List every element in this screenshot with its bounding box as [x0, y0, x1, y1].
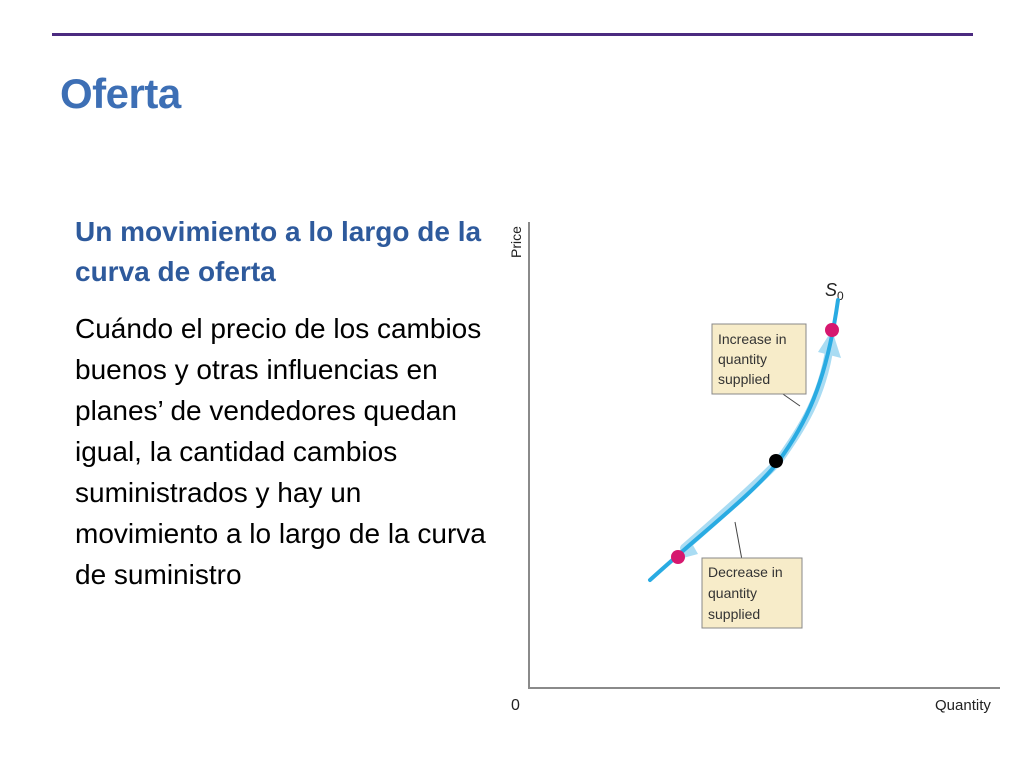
slide-title: Oferta — [60, 70, 181, 117]
decrease-callout — [702, 558, 802, 628]
decrease-leader — [735, 522, 742, 560]
increase-callout-line-1: Increase in — [718, 331, 787, 347]
increase-callout-line-3: supplied — [718, 371, 771, 387]
decrease-arrow — [684, 462, 778, 548]
increase-callout — [712, 324, 806, 394]
y-axis-label: Price — [508, 226, 524, 258]
middle-point — [769, 454, 783, 468]
decrease-callout-line-2: quantity — [708, 585, 758, 601]
decrease-callout-line-1: Decrease in — [708, 564, 783, 580]
x-axis-label: Quantity — [935, 697, 991, 714]
decrease-callout-line-3: supplied — [708, 606, 761, 622]
curve-label-main: S — [825, 280, 838, 300]
increase-callout-line-2: quantity — [718, 351, 768, 367]
curve-label — [825, 280, 844, 303]
origin-label: 0 — [511, 697, 520, 714]
slide-subtitle: Un movimiento a lo largo de la curva de oferta — [75, 216, 482, 287]
slide-body-text: Cuándo el precio de los cambios buenos y otras influencias en planes’ de vendedores quedan igual, la cantidad cambios suministrados y hay un movimiento a lo largo de la curva de suministro — [75, 313, 486, 590]
lower-point — [671, 550, 685, 564]
upper-point — [825, 323, 839, 337]
curve-label-subscript: 0 — [837, 289, 844, 303]
